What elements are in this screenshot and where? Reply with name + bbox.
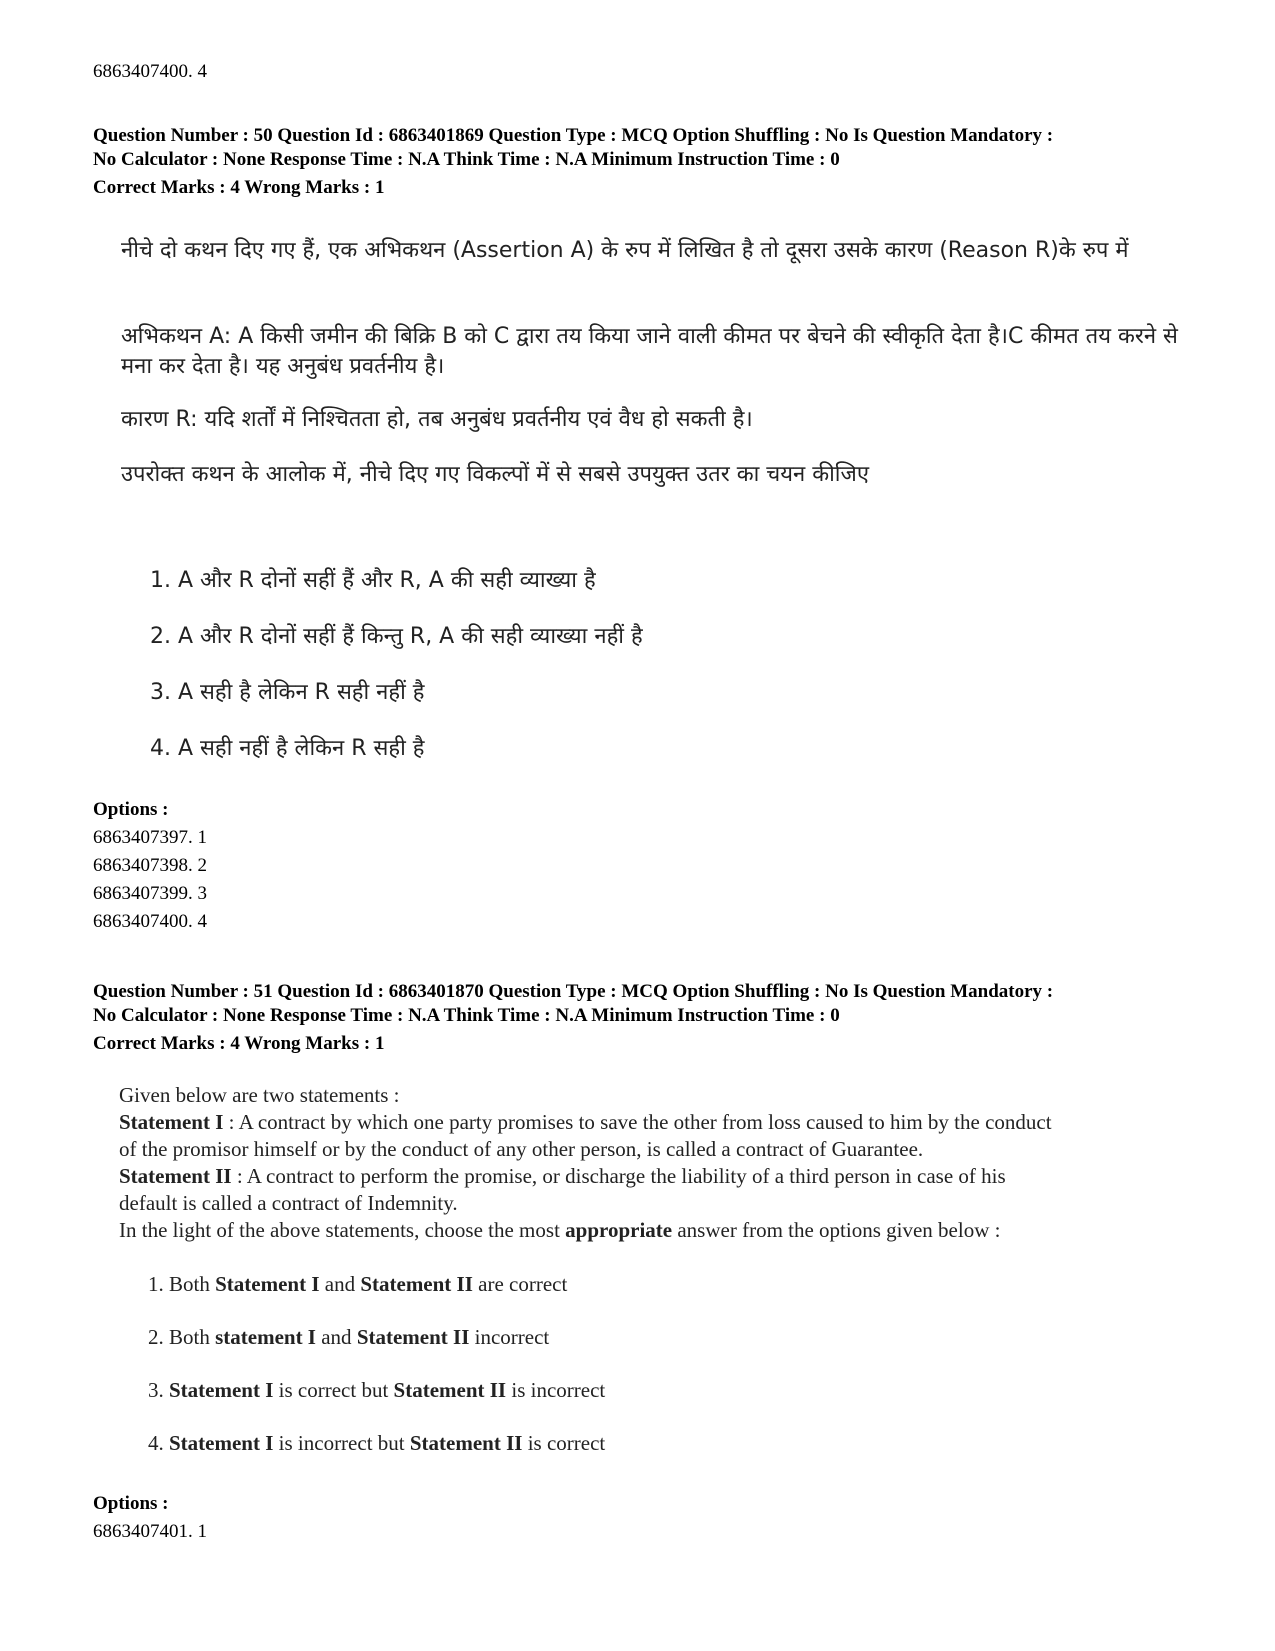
q51-option-1: 6863407401. 1: [93, 1521, 207, 1542]
q51-statement-1-cont: of the promisor himself or by the conduct of any other person, is called a contract of Guarantee.: [119, 1137, 924, 1161]
choice-text: is incorrect: [506, 1378, 606, 1402]
q50-options-label: Options :: [93, 799, 169, 820]
q51-statement-1: [119, 1109, 1199, 1136]
choice-text: are correct: [472, 1272, 568, 1296]
q50-header-line1: Question Number : 50 Question Id : 6863401869 Question Type : MCQ Option Shuffling : No Is Question Mandatory :: [93, 125, 1054, 146]
choice-text: incorrect: [469, 1325, 550, 1349]
choice-bold: Statement II: [356, 1325, 470, 1349]
q50-choice-4: 4. A सही नहीं है लेकिन R सही है: [150, 736, 425, 761]
q51-choice-1: [148, 1271, 567, 1298]
statement-1-text-a: : A contract by which one party promises to save the other from loss caused to him by the conduct: [223, 1110, 1052, 1134]
q50-option-2: 6863407398. 2: [93, 855, 207, 876]
instruction-text-b: answer from the options given below :: [672, 1218, 1001, 1242]
choice-bold: Statement II: [409, 1431, 523, 1455]
q50-option-3: 6863407399. 3: [93, 883, 207, 904]
q51-choice-3: [148, 1377, 605, 1404]
q50-choice-3: 3. A सही है लेकिन R सही नहीं है: [150, 680, 425, 705]
choice-bold: statement I: [215, 1325, 316, 1349]
choice-text: is correct but: [273, 1378, 394, 1402]
q51-choice-4: [148, 1430, 605, 1457]
choice-text: is incorrect but: [273, 1431, 410, 1455]
q50-assertion: अभिकथन A: A किसी जमीन की बिक्रि B को C द्वारा तय किया जाने वाली कीमत पर बेचने की स्वीकृति देता है।C कीमत तय करने से मना कर देता है। यह अनुबंध प्रवर्तनीय है।: [121, 324, 1178, 379]
q51-choice-2: [148, 1324, 549, 1351]
q51-statement-2-cont: default is called a contract of Indemnity.: [119, 1191, 458, 1215]
q51-header-line2: No Calculator : None Response Time : N.A Think Time : N.A Minimum Instruction Time : 0: [93, 1005, 840, 1026]
q51-marks: Correct Marks : 4 Wrong Marks : 1: [93, 1033, 385, 1054]
q50-header-line2: No Calculator : None Response Time : N.A Think Time : N.A Minimum Instruction Time : 0: [93, 149, 840, 170]
statement-1-label: Statement I: [119, 1110, 224, 1134]
q51-intro: Given below are two statements :: [119, 1083, 400, 1107]
previous-option-4: 6863407400. 4: [93, 61, 207, 82]
choice-text: 3.: [148, 1378, 169, 1402]
q51-header-line1: Question Number : 51 Question Id : 6863401870 Question Type : MCQ Option Shuffling : No Is Question Mandatory :: [93, 981, 1054, 1002]
choice-text: and: [319, 1272, 361, 1296]
q50-option-4: 6863407400. 4: [93, 911, 207, 932]
q50-reason: कारण R: यदि शर्तों में निश्चितता हो, तब अनुबंध प्रवर्तनीय एवं वैध हो सकती है।: [121, 407, 753, 432]
choice-text: is correct: [522, 1431, 606, 1455]
q51-statement-2: [119, 1163, 1199, 1190]
choice-text: 1. Both: [148, 1272, 216, 1296]
q51-options-label: Options :: [93, 1493, 169, 1514]
q50-choice-2: 2. A और R दोनों सहीं हैं किन्तु R, A की सही व्याख्या नहीं है: [150, 624, 643, 649]
q50-choice-1: 1. A और R दोनों सहीं हैं और R, A की सही व्याख्या है: [150, 568, 596, 593]
q50-marks: Correct Marks : 4 Wrong Marks : 1: [93, 177, 385, 198]
choice-text: and: [315, 1325, 357, 1349]
instruction-text-a: In the light of the above statements, choose the most: [119, 1218, 566, 1242]
choice-bold: Statement I: [215, 1272, 320, 1296]
q50-intro: नीचे दो कथन दिए गए हैं, एक अभिकथन (Assertion A) के रुप में लिखित है तो दूसरा उसके कारण (Reason R)के रुप में: [121, 238, 1129, 263]
q50-option-1: 6863407397. 1: [93, 827, 207, 848]
instruction-bold: appropriate: [565, 1218, 673, 1242]
choice-bold: Statement I: [169, 1378, 274, 1402]
choice-bold: Statement I: [169, 1431, 274, 1455]
choice-text: 2. Both: [148, 1325, 216, 1349]
q51-instruction: [119, 1217, 1199, 1244]
statement-2-label: Statement II: [119, 1164, 232, 1188]
choice-bold: Statement II: [360, 1272, 473, 1296]
choice-bold: Statement II: [393, 1378, 507, 1402]
q50-instruction: उपरोक्त कथन के आलोक में, नीचे दिए गए विकल्पों में से सबसे उपयुक्त उतर का चयन कीजिए: [121, 462, 869, 487]
choice-text: 4.: [148, 1431, 169, 1455]
statement-2-text-a: : A contract to perform the promise, or discharge the liability of a third person in case of his: [231, 1164, 1006, 1188]
